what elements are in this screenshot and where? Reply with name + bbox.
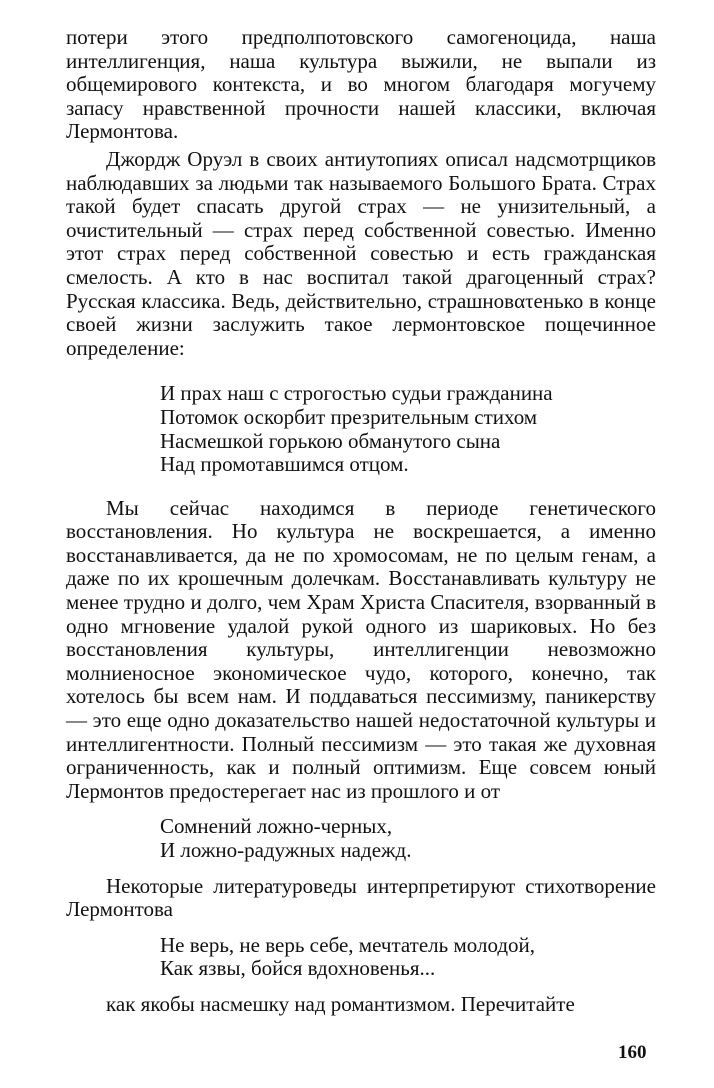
verse-line: Не верь, не верь себе, мечтатель молодой, (160, 932, 536, 957)
paragraph-critics: Некоторые литературоведы интерпретируют стихотворение Лермонтова (66, 873, 656, 922)
paragraph-restoration: Мы сейчас находимся в периоде генетического восстановления. Но культура не воскрешается, а именно восстанавливается, да не по хромосомам, не по целым генам, а даже по их крошечным долечкам. Восстанавливать культуру не менее трудно и долго, чем Храм Христа Спасителя, взорванный в одно мгновение удалой рукой одного из шариковых. Но без восстановления культуры, интеллигенции невозможно молниеносное экономическое чудо, которого, конечно, так хотелось бы всем нам. И поддаваться пессимизму, паникерству — это еще одно доказательство нашей недостаточной культуры и интеллигентности. Полный пессимизм — это такая же духовная ограниченность, как и полный оптимизм. Еще совсем юный Лермонтов предостерегает нас из прошлого и от (66, 495, 656, 803)
verse-line: Сомнений ложно-черных, (160, 814, 393, 839)
verse-block-1 (66, 382, 656, 476)
verse-line: Насмешкой горькою обманутого сына (160, 428, 501, 453)
page-number: 160 (618, 1042, 647, 1063)
book-page (66, 26, 656, 1017)
verse-line: Над промотавшимся отцом. (160, 452, 409, 477)
verse-line: И прах наш с строгостью судьи гражданина (160, 381, 553, 406)
verse-line: Как язвы, бойся вдохновенья... (160, 956, 436, 981)
paragraph-orwell: Джордж Оруэл в своих антиутопиях описал надсмотрщиков наблюдавших за людьми так называемого Большого Брата. Страх такой будет спасать другой страх — не унизительный, а очистительный — страх перед собственной совестью. Именно этот страх перед собственной совестью и есть гражданская смелость. А кто в нас воспитал такой драгоценный страх? Русская классика. Ведь, действительно, страшновατенько в конце своей жизни заслужить такое лермонтовское пощечинное определение: (66, 146, 656, 360)
verse-line: И ложно-радужных надежд. (160, 838, 412, 862)
verse-block-3 (66, 934, 656, 981)
paragraph-reread: как якобы насмешку над романтизмом. Перечитайте (106, 991, 575, 1016)
paragraph-intro: потери этого предполпотовского самогеноцида, наша интеллигенция, наша культура выжили, не выпали из общемирового контекста, и во многом благодаря могучему запасу нравственной прочности нашей классики, включая Лермонтова. (66, 25, 656, 144)
verse-block-2 (66, 815, 656, 862)
verse-line: Потомок оскорбит презрительным стихом (160, 404, 538, 429)
